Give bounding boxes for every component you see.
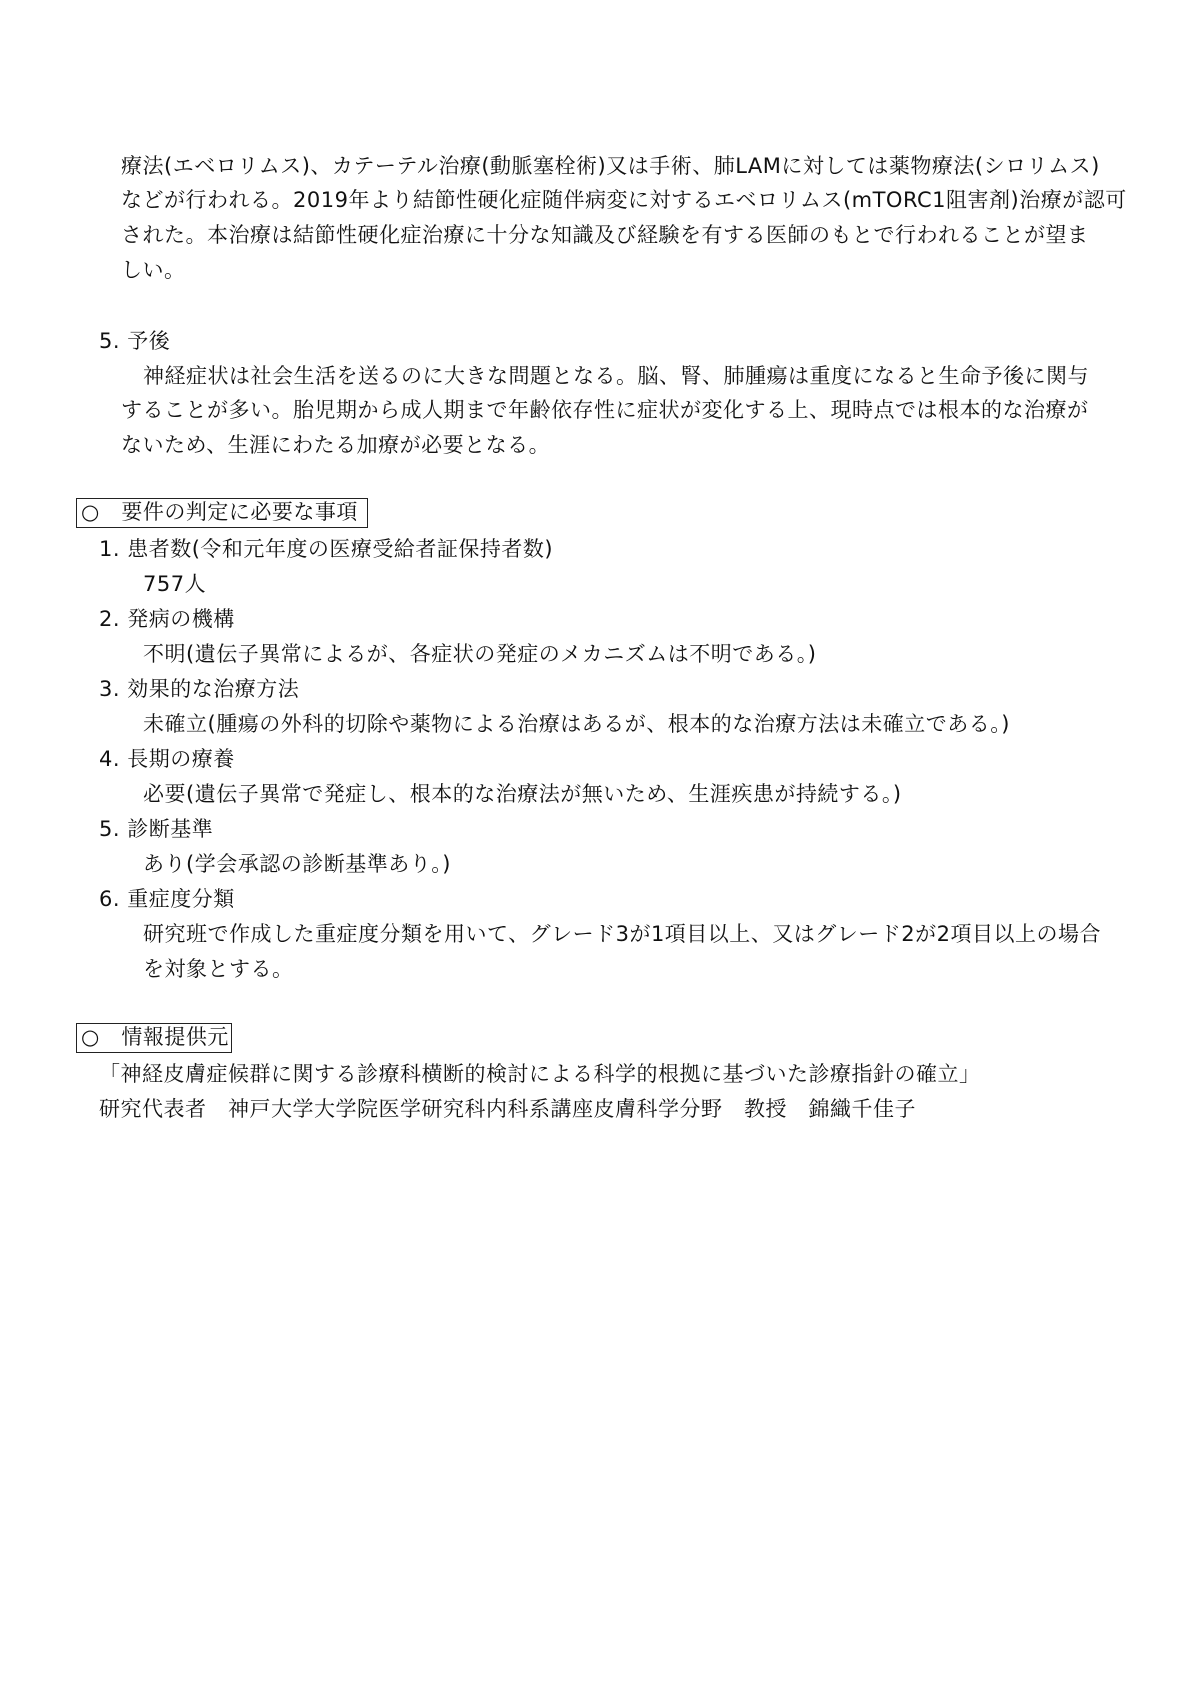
requirements-heading: ○ 要件の判定に必要な事項	[76, 498, 368, 528]
requirement-1-label: 1. 患者数(令和元年度の医療受給者証保持者数)	[99, 537, 554, 561]
requirement-1-body: 757人	[143, 572, 207, 596]
requirement-3-label: 3. 効果的な治療方法	[99, 677, 300, 701]
requirement-4-body: 必要(遺伝子異常で発症し、根本的な治療法が無いため、生涯疾患が持続する。)	[143, 782, 902, 806]
info-source-heading: ○ 情報提供元	[76, 1023, 232, 1053]
treatment-line-3: された。本治療は結節性硬化症治療に十分な知識及び経験を有する医師のもとで行われることが望ま	[121, 223, 1089, 247]
requirement-3-body: 未確立(腫瘍の外科的切除や薬物による治療はあるが、根本的な治療方法は未確立である。)	[143, 712, 1010, 736]
treatment-line-1: 療法(エベロリムス)、カテーテル治療(動脈塞栓術)又は手術、肺LAMに対しては薬物療法(シロリムス)	[121, 154, 1100, 178]
requirement-2-label: 2. 発病の機構	[99, 607, 235, 631]
requirement-6-label: 6. 重症度分類	[99, 887, 235, 911]
treatment-line-2: などが行われる。2019年より結節性硬化症随伴病変に対するエベロリムス(mTORC1阻害剤)治療が認可	[121, 188, 1127, 212]
requirement-4-label: 4. 長期の療養	[99, 747, 235, 771]
requirement-6-body-2: を対象とする。	[143, 957, 294, 981]
requirement-2-body: 不明(遺伝子異常によるが、各症状の発症のメカニズムは不明である。)	[143, 642, 817, 666]
prognosis-line-2: することが多い。胎児期から成人期まで年齢依存性に症状が変化する上、現時点では根本的な治療が	[121, 398, 1089, 422]
info-source-representative: 研究代表者 神戸大学大学院医学研究科内科系講座皮膚科学分野 教授 錦織千佳子	[99, 1097, 916, 1121]
requirement-5-label: 5. 診断基準	[99, 817, 214, 841]
requirement-6-body-1: 研究班で作成した重症度分類を用いて、グレード3が1項目以上、又はグレード2が2項目以上の場合	[143, 922, 1102, 946]
prognosis-line-3: ないため、生涯にわたる加療が必要となる。	[121, 433, 551, 457]
prognosis-line-1: 神経症状は社会生活を送るのに大きな問題となる。脳、腎、肺腫瘍は重度になると生命予後に関与	[143, 364, 1089, 388]
requirement-5-body: あり(学会承認の診断基準あり。)	[143, 852, 451, 876]
treatment-line-4: しい。	[121, 258, 186, 282]
info-source-title: 「神経皮膚症候群に関する診療科横断的検討による科学的根拠に基づいた診療指針の確立」	[99, 1062, 981, 1086]
prognosis-heading: 5. 予後	[99, 329, 171, 353]
